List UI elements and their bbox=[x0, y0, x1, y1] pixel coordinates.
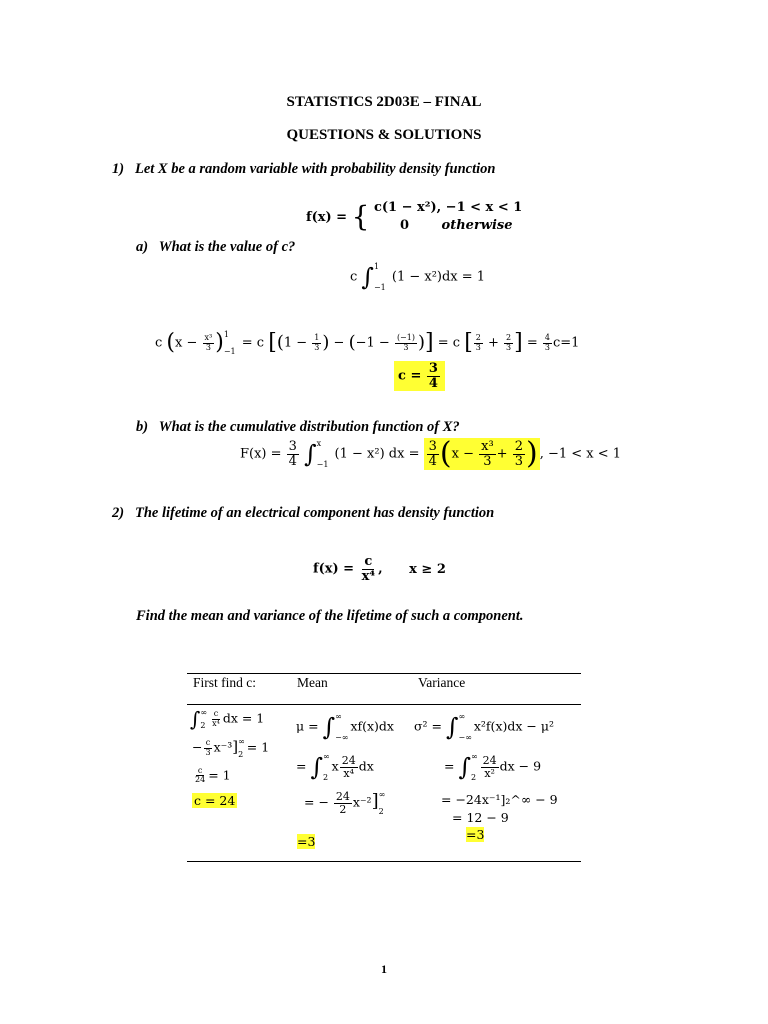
mean-x-power: x⁻² bbox=[352, 794, 372, 810]
q1-pdf-case2-condition: otherwise bbox=[441, 218, 513, 234]
variance-line-3: = −24x⁻¹]₂^∞ − 9 bbox=[441, 792, 558, 807]
q2-pdf-denominator: x⁴ bbox=[361, 568, 376, 584]
question-1-text: Let X be a random variable with probability density function bbox=[134, 161, 496, 177]
variance-line-4: = 12 − 9 bbox=[452, 810, 509, 825]
question-2-number: 2) bbox=[112, 505, 125, 521]
table-header-first-find-c: First find c: bbox=[193, 675, 256, 690]
document-subtitle: QUESTIONS & SOLUTIONS bbox=[286, 127, 482, 143]
variance-dx: dx − 9 bbox=[499, 758, 542, 774]
q1-pdf-case2-value: 0 bbox=[399, 218, 410, 234]
cdf-range: , −1 < x < 1 bbox=[539, 446, 622, 462]
mean-dx: dx bbox=[358, 758, 374, 774]
q1-pdf bbox=[306, 199, 522, 235]
mean-answer-text: =3 bbox=[297, 834, 316, 849]
c-col-text-4: = 1 bbox=[208, 767, 231, 783]
variance-line-1: σ² = ∫ ∞ −∞ x²f(x)dx − μ² bbox=[414, 712, 554, 742]
page-number: 1 bbox=[381, 962, 387, 976]
answer-numerator: 3 bbox=[428, 361, 438, 376]
mean-integrand: xf(x)dx bbox=[350, 718, 394, 734]
q1-pdf-lhs: f(x) = bbox=[306, 209, 348, 225]
table-header-mean: Mean bbox=[297, 675, 328, 690]
mean-line-1: μ = ∫ ∞ −∞ xf(x)dx bbox=[296, 712, 394, 742]
mean-line-3: = − $\frac{24}{2}$ x⁻²] ∞ 2 bbox=[304, 789, 386, 816]
mean-eq: = bbox=[296, 758, 307, 774]
integral-symbol: ∫ bbox=[304, 440, 317, 468]
question-2-text: The lifetime of an electrical component has density function bbox=[134, 505, 495, 521]
cdf-integrand: (1 − x²) dx = bbox=[334, 446, 420, 462]
question-1 bbox=[112, 161, 495, 178]
cdf-result-highlight: $\frac{3}{4}$ (x − $\frac{\text{x³}}{3}$ + $\frac{2}{3}$ ) bbox=[424, 438, 540, 470]
q1a-evaluation: c (x − $\frac{\text{x³}}{3}$ ) 1 −1 = c [(1 − $\frac{1}{3}$ ) − (−1 − $\frac{(-1)}{3}$ )] = c [ $\frac{2}{3}$ + $\frac{2}{3}$ ] = $\frac{4}{3}$ c=1 bbox=[155, 330, 580, 356]
table-bottom-rule bbox=[187, 861, 581, 862]
c-col-line-1: ∫ ∞ 2 $\frac{c}{\text{x⁴}}$ dx = 1 bbox=[190, 707, 265, 731]
brace-symbol: { bbox=[351, 200, 370, 234]
q2-pdf-condition: x ≥ 2 bbox=[409, 561, 446, 577]
c-col-line-3: $\frac{c}{24}$ = 1 bbox=[195, 766, 231, 785]
question-2-task: Find the mean and variance of the lifetime of such a component. bbox=[136, 608, 524, 624]
c-col-answer: c = 24 bbox=[194, 793, 236, 808]
question-1b-text: What is the cumulative distribution function of X? bbox=[158, 419, 460, 435]
q1a-answer bbox=[394, 361, 445, 391]
q1-pdf-case1: c(1 − x²), −1 < x < 1 bbox=[373, 200, 523, 215]
integral-symbol: ∫ bbox=[361, 263, 374, 291]
c-col-text-3: = 1 bbox=[246, 739, 270, 755]
c-col-text-2: x⁻³ bbox=[213, 739, 233, 755]
table-header-rule bbox=[187, 704, 581, 705]
variance-eq: = bbox=[444, 758, 455, 774]
question-2 bbox=[112, 505, 494, 522]
q2-pdf: f(x) = $\frac{c}{\text{x⁴}}$ , x ≥ 2 bbox=[313, 554, 446, 584]
mean-neg: = − bbox=[304, 794, 329, 810]
question-1-number: 1) bbox=[112, 161, 125, 177]
variance-answer-text: =3 bbox=[466, 827, 485, 842]
variance-line-2: = ∫ ∞ 2 $\frac{24}{\text{x²}}$ dx − 9 bbox=[444, 752, 542, 782]
answer-lhs: c = bbox=[398, 368, 422, 384]
question-1b bbox=[136, 419, 460, 436]
q2-pdf-lhs: f(x) = bbox=[313, 561, 355, 577]
table-top-rule bbox=[187, 673, 581, 674]
question-1a-label: a) bbox=[136, 239, 149, 255]
constant-c: c bbox=[350, 269, 358, 285]
q1a-integral-equation: c ∫ 1 −1 (1 − x²)dx = 1 bbox=[350, 262, 486, 292]
document-title: STATISTICS 2D03E – FINAL bbox=[286, 94, 482, 110]
question-1a bbox=[136, 239, 295, 256]
variance-integrand: x²f(x)dx − μ² bbox=[473, 718, 554, 734]
mean-line-2: = ∫ ∞ 2 x $\frac{24}{\text{x⁴}}$ dx bbox=[296, 752, 374, 782]
mean-answer bbox=[297, 834, 315, 849]
q2-pdf-numerator: c bbox=[364, 554, 373, 569]
q1a-integrand: (1 − x²)dx = 1 bbox=[391, 269, 486, 285]
c-col-text-1: dx = 1 bbox=[222, 710, 265, 726]
question-1a-text: What is the value of c? bbox=[158, 239, 296, 255]
cdf-lhs: F(x) = bbox=[240, 446, 282, 462]
variance-answer bbox=[466, 827, 484, 842]
question-1b-label: b) bbox=[136, 419, 149, 435]
answer-denominator: 4 bbox=[428, 375, 438, 391]
table-header-variance: Variance bbox=[418, 675, 466, 690]
mean-mu: μ = bbox=[296, 718, 319, 734]
q1b-cdf: F(x) = $\frac{3}{4}$ ∫ x −1 (1 − x²) dx = $\frac{3}{4}$ (x − $\frac{\text{x³}}{3}$ + $\frac{2}{3}$ ) , −1 < x < 1 bbox=[240, 436, 622, 471]
variance-sigma: σ² = bbox=[414, 718, 442, 734]
c-col-line-2: − $\frac{c}{3}$ x⁻³] ∞ 2 = 1 bbox=[192, 737, 270, 759]
